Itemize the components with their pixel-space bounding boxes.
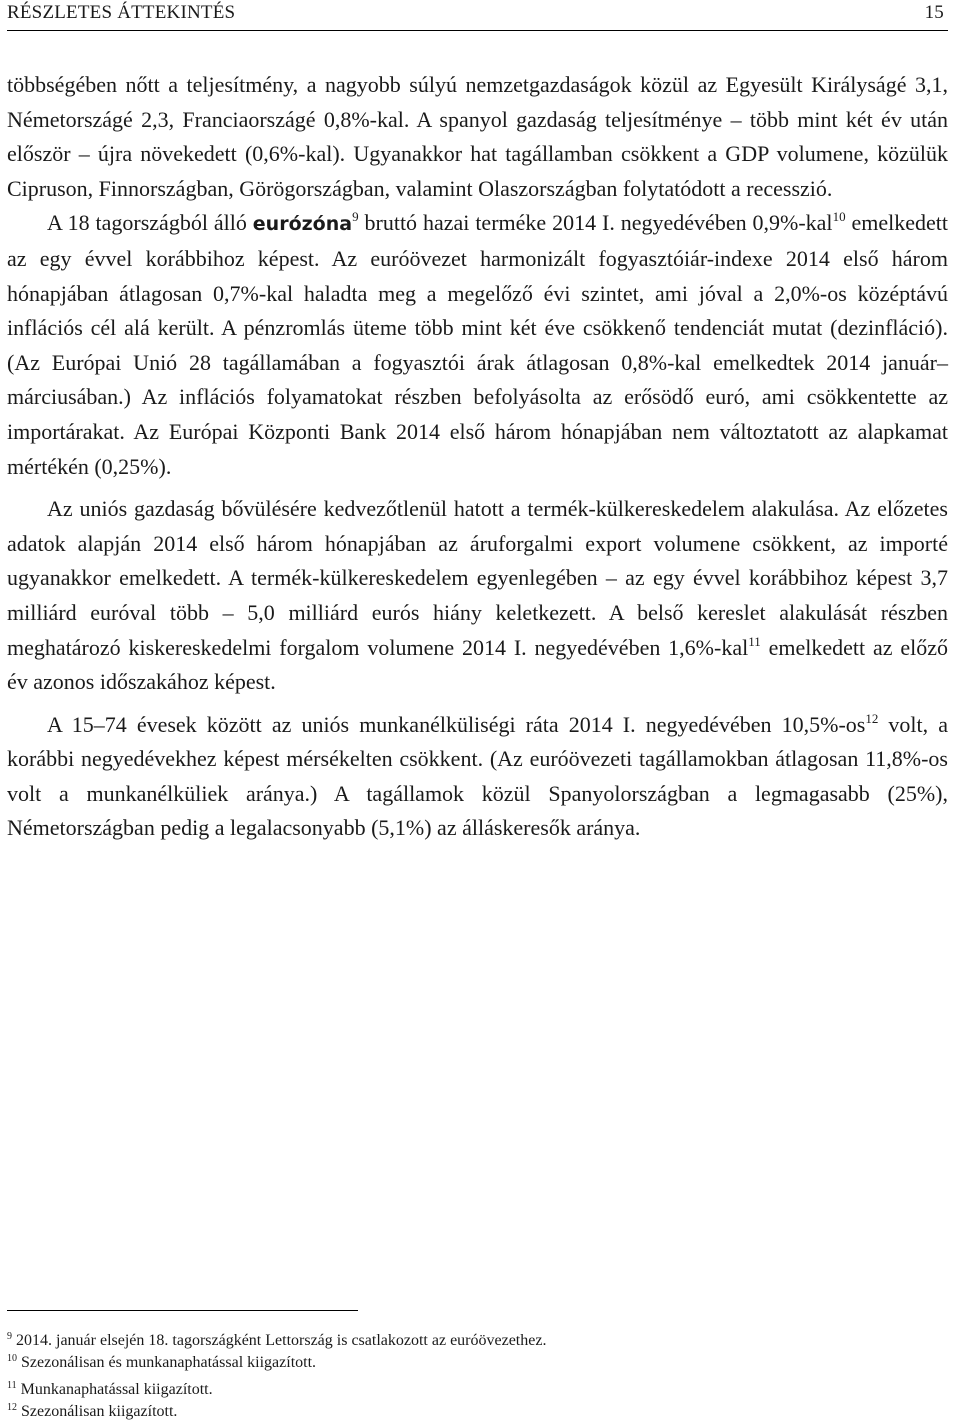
footnote-ref-11[interactable]: 11	[748, 633, 761, 649]
footnote-mark: 10	[7, 1353, 17, 1364]
footnote-12	[7, 1401, 948, 1423]
paragraph-2-start: A 18 tagországból álló	[47, 210, 253, 236]
section-title: RÉSZLETES ÁTTEKINTÉS	[7, 2, 236, 23]
paragraph-4	[7, 708, 948, 846]
term-eurozone: eurózóna	[252, 213, 353, 236]
footnote-mark: 9	[7, 1331, 12, 1342]
paragraph-3-start: Az uniós gazdaság bővülésére kedvezőtlenül hatott a termék-külkereskedelem alakulása. Az előzetes adatok alapján 2014 első három hónapjában az áruforgalmi export volumene csökkent, az importé ugyanakkor emelkedett. A termék-külkereskedelem egyenlegében – az egy évvel korábbihoz képest 3,7 milliárd euróval több – 5,0 milliárd eurós hiány keletkezett. A belső kereslet alakulását részben meghatározó kiskereskedelmi forgalom volumene 2014 I. negyedévében 1,6%-kal	[7, 496, 948, 660]
footnote-ref-9[interactable]: 9	[352, 209, 359, 225]
paragraph-4-end: volt, a korábbi negyedévekhez képest mérsékelten csökkent. (Az euróövezeti tagállamokban átlagosan 11,8%-os volt a munkanélküliek aránya.) A tagállamok közül Spanyolországban a legmagasabb (25%), Németországban pedig a legalacsonyabb (5,1%) az álláskeresők aránya.	[7, 711, 948, 841]
running-header	[7, 2, 948, 31]
footnote-10	[7, 1352, 948, 1374]
paragraph-2	[7, 206, 948, 484]
footnote-text: Munkanaphatással kiigazított.	[20, 1381, 213, 1398]
footnote-ref-10[interactable]: 10	[832, 209, 846, 225]
paragraph-3	[7, 492, 948, 700]
footnote-ref-12[interactable]: 12	[865, 710, 879, 726]
footnote-text: 2014. január elsején 18. tagországként Lettország is csatlakozott az euróövezethez.	[16, 1332, 547, 1349]
footnote-separator	[7, 1310, 358, 1311]
footnote-11	[7, 1379, 948, 1401]
paragraph-4-start: A 15–74 évesek között az uniós munkanélküliségi ráta 2014 I. negyedévében 10,5%-os	[47, 711, 866, 737]
footnote-mark: 11	[7, 1380, 17, 1391]
footnote-mark: 12	[7, 1402, 17, 1413]
footnotes	[7, 1330, 948, 1423]
footnote-text: Szezonálisan kiigazított.	[21, 1403, 178, 1420]
page-number: 15	[924, 2, 944, 23]
paragraph-3-end: emelkedett az előző év azonos időszakához képest.	[7, 634, 948, 695]
paragraph-1: többségében nőtt a teljesítmény, a nagyobb súlyú nemzetgazdaságok közül az Egyesült Királyságé 3,1, Németországé 2,3, Franciaországé 0,8%-kal. A spanyol gazdaság teljesítménye – több mint két év után először – újra növekedett (0,6%-kal). Ugyanakkor hat tagállamban csökkent a GDP volumene, közülük Cipruson, Finnországban, Görögországban, valamint Olaszországban folytatódott a recesszió.	[7, 72, 948, 201]
footnote-text: Szezonálisan és munkanaphatással kiigazított.	[21, 1354, 317, 1371]
paragraph-2-end: emelkedett az egy évvel korábbihoz képest. Az euróövezet harmonizált fogyasztóiár-indexe 2014 első három hónapjában átlagosan 0,7%-kal haladta meg a megelőző évi szintet, ami jóval a 2,0%-os középtávú inflációs cél alá került. A pénzromlás üteme több mint két éve csökkenő tendenciát mutat (dezinfláció). (Az Európai Unió 28 tagállamában a fogyasztói árak átlagosan 0,8%-kal emelkedtek 2014 január–márciusában.) Az inflációs folyamatokat részben befolyásolta az erősödő euró, ami csökkentette az importárakat. Az Európai Központi Bank 2014 első három hónapjában nem változtatott az alapkamat mértékén (0,25%).	[7, 210, 948, 479]
footnote-9	[7, 1330, 948, 1352]
body-text	[7, 68, 948, 846]
paragraph-2-mid: bruttó hazai terméke 2014 I. negyedévében 0,9%-kal	[358, 210, 833, 236]
